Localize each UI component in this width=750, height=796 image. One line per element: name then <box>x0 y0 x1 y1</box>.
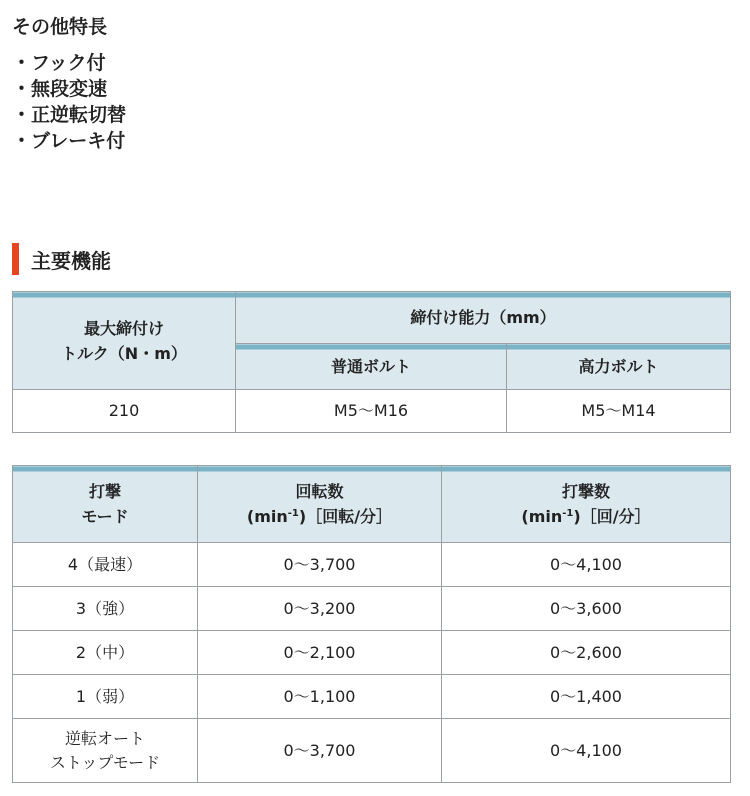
cell-hightension-bolt: M5～M14 <box>507 390 731 433</box>
table-row <box>13 390 731 433</box>
table-row <box>13 587 731 631</box>
features-title: その他特長 <box>12 16 108 38</box>
cell-rpm: 0～3,700 <box>198 719 442 783</box>
cell-impacts: 0～1,400 <box>442 675 731 719</box>
cell-torque: 210 <box>13 390 236 433</box>
header-normal-bolt: 普通ボルト <box>236 344 507 390</box>
cell-mode: 4（最速） <box>13 543 198 587</box>
cell-impacts: 0～2,600 <box>442 631 731 675</box>
section-title: 主要機能 <box>31 248 111 273</box>
section-heading <box>12 243 111 275</box>
spec-table-modes <box>12 465 731 783</box>
table-row <box>13 543 731 587</box>
table-row <box>13 631 731 675</box>
spec-table-torque <box>12 291 731 433</box>
feature-item: ・ブレーキ付 <box>12 130 126 152</box>
cell-mode: 逆転オート ストップモード <box>13 719 198 783</box>
cell-rpm: 0～3,200 <box>198 587 442 631</box>
cell-rpm: 0～1,100 <box>198 675 442 719</box>
cell-mode: 3（強） <box>13 587 198 631</box>
section-accent-bar <box>12 243 19 275</box>
cell-impacts: 0～3,600 <box>442 587 731 631</box>
table-row <box>13 719 731 783</box>
cell-impacts: 0～4,100 <box>442 543 731 587</box>
cell-rpm: 0～3,700 <box>198 543 442 587</box>
feature-item: ・無段変速 <box>12 78 108 100</box>
cell-rpm: 0～2,100 <box>198 631 442 675</box>
header-mode: 打撃 モード <box>13 466 198 543</box>
cell-mode: 1（弱） <box>13 675 198 719</box>
header-max-torque: 最大締付け トルク（N・m） <box>13 292 236 390</box>
header-capacity: 締付け能力（mm） <box>236 292 731 344</box>
cell-normal-bolt: M5～M16 <box>236 390 507 433</box>
features-list <box>12 50 126 154</box>
table-row <box>13 675 731 719</box>
feature-item: ・フック付 <box>12 52 106 74</box>
cell-mode: 2（中） <box>13 631 198 675</box>
header-impacts: 打撃数 $(\min^{-1})[$回/分］ <box>442 466 731 543</box>
cell-impacts: 0～4,100 <box>442 719 731 783</box>
header-rpm: 回転数 $(\min^{-1})[$回転/分］ <box>198 466 442 543</box>
header-hightension-bolt: 高力ボルト <box>507 344 731 390</box>
feature-item: ・正逆転切替 <box>12 104 127 126</box>
